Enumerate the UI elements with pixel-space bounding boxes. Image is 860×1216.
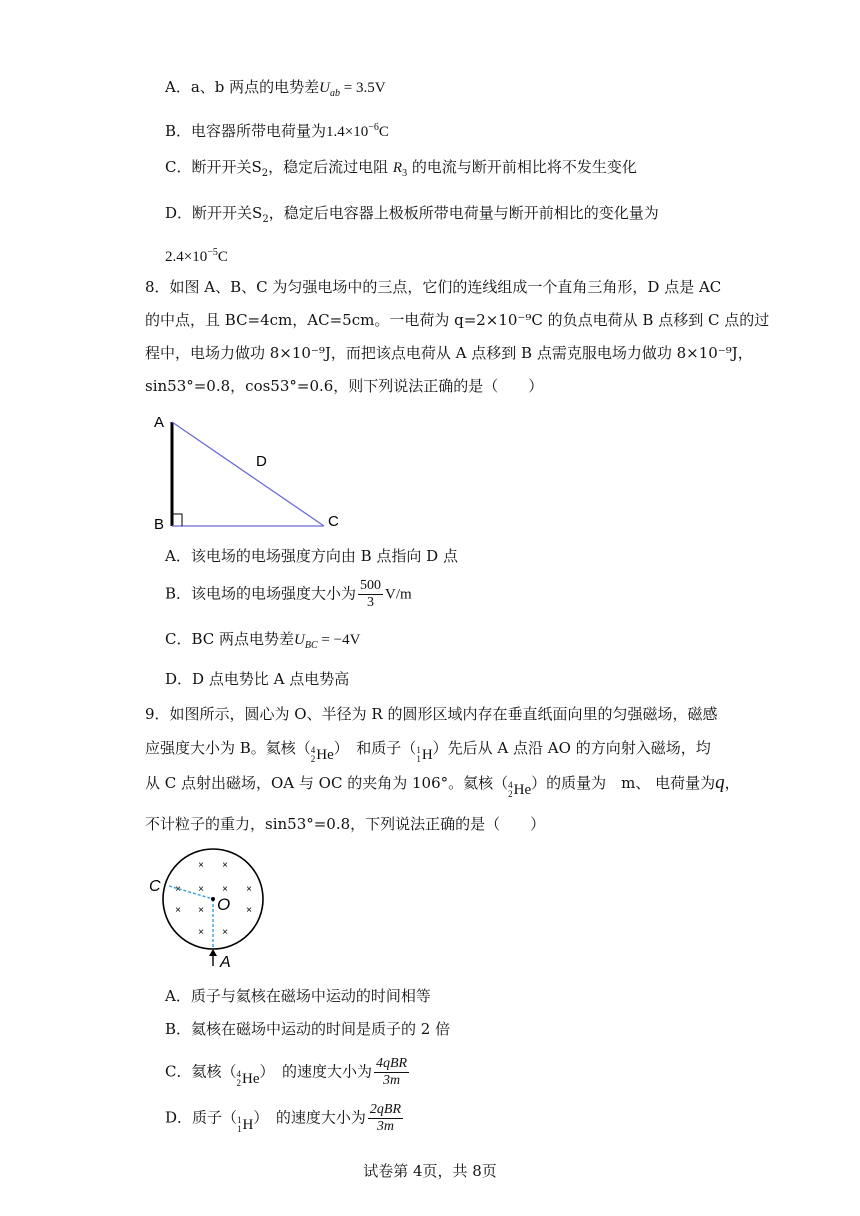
q8-option-b: B．该电场的电场强度大小为 $\frac{500}{3}$ V/m — [165, 578, 412, 610]
q9-stem-line3: 从 C 点射出磁场，OA 与 OC 的夹角为 106°。氦核（ 4 2 He ）的质量为 m、 电荷量为q， — [145, 772, 740, 799]
field-mark: × — [198, 905, 204, 916]
q9-option-b: B．氦核在磁场中运动的时间是质子的 2 倍 — [165, 1020, 451, 1038]
proton-symbol: 1 1 H — [237, 1114, 254, 1134]
q8-option-c: C．BC 两点电势差$U_{BC} = -4V$ — [165, 630, 361, 651]
field-mark: × — [198, 860, 204, 871]
q9-option-a: A．质子与氦核在磁场中运动的时间相等 — [165, 987, 431, 1005]
field-mark: × — [222, 860, 228, 871]
center-dot — [211, 897, 215, 901]
field-mark: × — [198, 884, 204, 895]
label-d: D — [256, 453, 267, 470]
fraction: $\frac{\text{2qBR}}{3m}$ — [369, 1102, 401, 1134]
q7-option-b: B．电容器所带电荷量为$1.4\times 10^{-6}C$ — [165, 122, 389, 140]
q8-stem-line4: sin53°=0.8，cos53°=0.6，则下列说法正确的是（ ） — [145, 377, 544, 395]
q9-stem-line1: 9．如图所示，圆心为 O、半径为 R 的圆形区域内存在垂直纸面向里的匀强磁场，磁感 — [145, 705, 718, 723]
label-o: O — [217, 895, 231, 914]
page-footer: 试卷第 4页，共 8页 — [363, 1162, 497, 1180]
q9-stem-line2: 应强度大小为 B。氦核（ 4 2 He ） 和质子（ 1 1 H ）先后从 A 点沿 AO 的方向射入磁场，均 — [145, 739, 711, 764]
fraction: $\frac{500}{3}$ — [360, 578, 382, 610]
q9-option-c: C．氦核（ 4 2 He ） 的速度大小为 $\frac{\text{4qBR}}{3m}$ — [165, 1056, 408, 1088]
q9-stem-line4: 不计粒子的重力，sin53°=0.8，下列说法正确的是（ ） — [145, 815, 546, 833]
field-mark: × — [222, 884, 228, 895]
q8-stem-line3: 程中，电场力做功 8×10⁻⁹J，而把该点电荷从 A 点移到 B 点需克服电场力做功 8×10⁻⁹J， — [145, 344, 753, 362]
q7-option-d-value: $2.4\times 10^{-5}C$ — [165, 247, 228, 265]
helium-symbol: 4 2 He — [310, 745, 334, 764]
q8-option-d: D．D 点电势比 A 点电势高 — [165, 670, 350, 688]
magnetic-field-figure — [143, 842, 273, 970]
field-mark: × — [198, 927, 204, 938]
field-mark: × — [175, 884, 181, 895]
q8-stem-line2: 的中点，且 BC=4cm，AC=5cm。一电荷为 q=2×10⁻⁹C 的负点电荷从 B 点移到 C 点的过 — [145, 311, 770, 329]
fraction: $\frac{\text{4qBR}}{3m}$ — [376, 1056, 408, 1088]
helium-symbol: 4 2 He — [236, 1068, 260, 1088]
label-a: A — [154, 414, 165, 431]
segment-ac — [172, 422, 324, 526]
entry-arrow-head — [209, 949, 217, 956]
field-mark: × — [246, 905, 252, 916]
q7-option-d: D．断开开关$S_2$，稳定后电容器上极板所带电荷量与断开前相比的变化量为 — [165, 204, 659, 225]
label-a: A — [220, 954, 231, 970]
label-b: B — [154, 516, 165, 533]
label-c: C — [328, 513, 339, 530]
helium-symbol: 4 2 He — [508, 780, 532, 799]
field-mark: × — [222, 927, 228, 938]
q7-option-c: C．断开开关$S_2$，稳定后流过电阻 $R_3$ 的电流与断开前相比将不发生变化 — [165, 158, 637, 179]
field-mark: × — [175, 905, 181, 916]
q8-option-a: A．该电场的电场强度方向由 B 点指向 D 点 — [165, 547, 458, 565]
q7-option-a: A．a、b 两点的电势差$U_{ab} = 3.5V$ — [165, 78, 386, 99]
q8-stem-line1: 8．如图 A、B、C 为匀强电场中的三点，它们的连线组成一个直角三角形，D 点是 AC — [145, 278, 722, 296]
triangle-figure — [148, 410, 348, 535]
field-mark: × — [246, 884, 252, 895]
label-c: C — [149, 878, 161, 895]
q9-option-d: D．质子（ 1 1 H ） 的速度大小为 $\frac{\text{2qBR}}{3m}$ — [165, 1102, 401, 1134]
proton-symbol: 1 1 H — [416, 745, 433, 764]
